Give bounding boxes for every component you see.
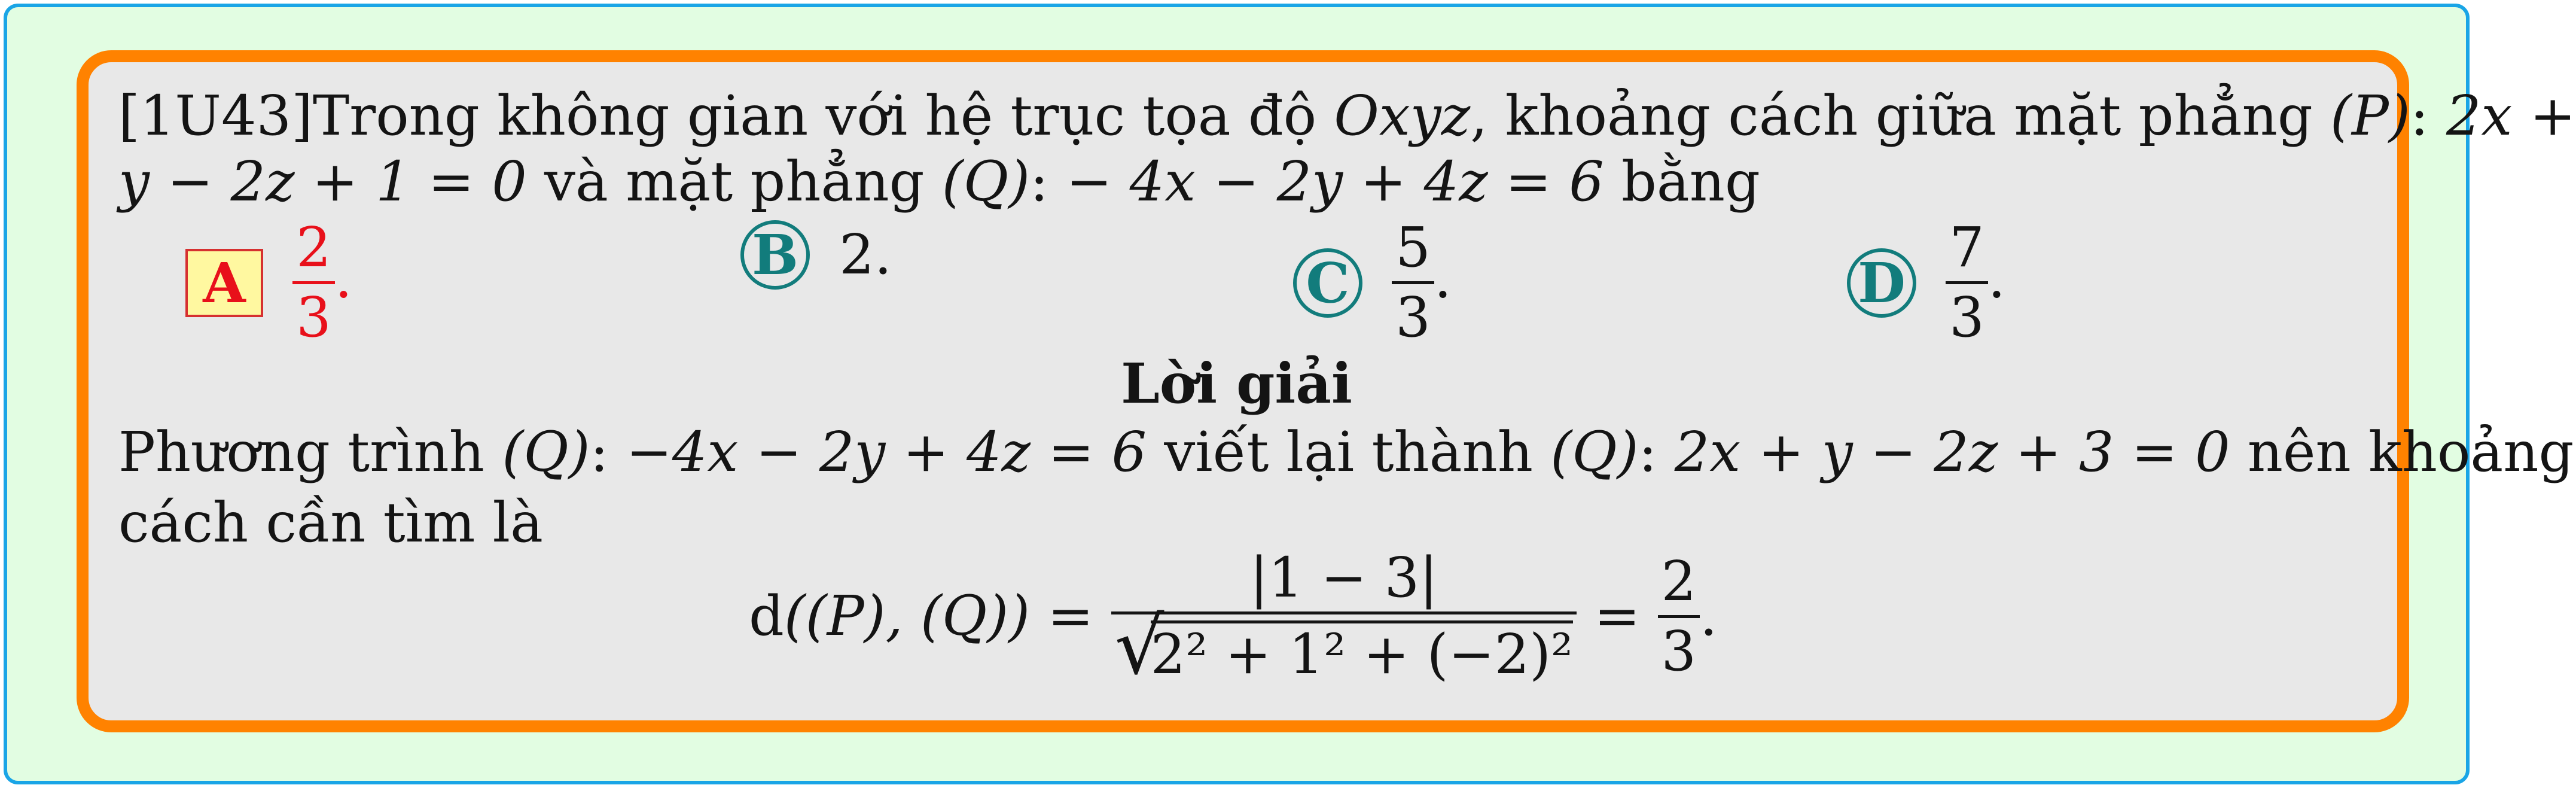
option-c[interactable] bbox=[1293, 215, 1452, 349]
formula-denominator bbox=[1111, 601, 1577, 692]
sqrt-icon: √ bbox=[1114, 601, 1164, 692]
distance-formula bbox=[749, 546, 1718, 692]
solution-title: Lời giải bbox=[1121, 351, 1352, 416]
option-a-label: A bbox=[185, 249, 263, 317]
solution-text: Phương trình bbox=[118, 420, 485, 484]
math-equation-p-end: y − 2z + 1 = 0 bbox=[118, 150, 527, 214]
option-c-denominator: 3 bbox=[1395, 285, 1431, 349]
formula-fraction bbox=[1111, 546, 1577, 692]
question-line-2 bbox=[118, 150, 1760, 214]
option-a-period: . bbox=[334, 246, 353, 311]
formula-numerator: |1 − 3| bbox=[1249, 546, 1438, 610]
option-d-period: . bbox=[1987, 246, 2006, 311]
option-b[interactable] bbox=[740, 220, 892, 290]
colon: : bbox=[2410, 84, 2429, 148]
math-equation-p-start: 2x + bbox=[2446, 84, 2576, 148]
option-a[interactable] bbox=[185, 215, 353, 349]
option-d-numerator: 7 bbox=[1949, 215, 1984, 279]
option-b-number: 2 bbox=[839, 223, 874, 287]
math-plane-q: (Q) bbox=[502, 420, 590, 484]
formula-radicand: 2² + 1² + (−2)² bbox=[1151, 620, 1573, 682]
option-b-period: . bbox=[874, 223, 892, 287]
formula-equals: = bbox=[1047, 584, 1094, 648]
solution-line-2: cách cần tìm là bbox=[118, 491, 543, 555]
option-a-denominator: 3 bbox=[296, 285, 331, 349]
colon: : bbox=[590, 420, 609, 484]
question-text: và mặt phẳng bbox=[544, 150, 925, 214]
math-plane-q: (Q) bbox=[1550, 420, 1639, 484]
formula-equals: = bbox=[1594, 584, 1641, 648]
formula-args: ((P), (Q)) bbox=[784, 584, 1031, 648]
math-equation-q-rewritten: 2x + y − 2z + 3 = 0 bbox=[1674, 420, 2230, 484]
option-c-value bbox=[1392, 215, 1452, 349]
math-oxyz: Oxyz bbox=[1334, 84, 1471, 148]
question-line-1 bbox=[118, 84, 2576, 148]
math-equation-q: − 4x − 2y + 4z = 6 bbox=[1066, 150, 1604, 214]
solution-text: nên khoảng bbox=[2247, 420, 2574, 484]
option-a-value bbox=[292, 215, 353, 349]
solution-text: viết lại thành bbox=[1164, 420, 1534, 484]
result-denominator: 3 bbox=[1661, 619, 1697, 683]
option-d[interactable] bbox=[1847, 215, 2006, 349]
solution-line-1 bbox=[118, 420, 2574, 484]
math-plane-p: (P) bbox=[2330, 84, 2410, 148]
option-d-denominator: 3 bbox=[1949, 285, 1984, 349]
math-plane-q: (Q) bbox=[941, 150, 1031, 214]
result-numerator: 2 bbox=[1661, 549, 1697, 613]
formula-result bbox=[1658, 549, 1700, 683]
option-b-label: B bbox=[740, 220, 810, 290]
question-text: , khoảng cách giữa mặt phẳng bbox=[1470, 84, 2313, 148]
option-c-period: . bbox=[1434, 246, 1452, 311]
option-d-label: D bbox=[1847, 248, 1916, 318]
math-equation-q: −4x − 2y + 4z = 6 bbox=[626, 420, 1147, 484]
option-c-numerator: 5 bbox=[1395, 215, 1431, 279]
option-a-numerator: 2 bbox=[296, 215, 331, 279]
question-text: [1U43]Trong không gian với hệ trục tọa độ bbox=[118, 84, 1317, 148]
option-c-label: C bbox=[1293, 248, 1362, 318]
colon: : bbox=[1030, 150, 1049, 214]
formula-d: d bbox=[749, 584, 784, 648]
formula-period: . bbox=[1700, 584, 1718, 648]
option-b-value bbox=[839, 223, 892, 287]
option-d-value bbox=[1946, 215, 2006, 349]
colon: : bbox=[1638, 420, 1657, 484]
question-text: bằng bbox=[1621, 150, 1760, 214]
